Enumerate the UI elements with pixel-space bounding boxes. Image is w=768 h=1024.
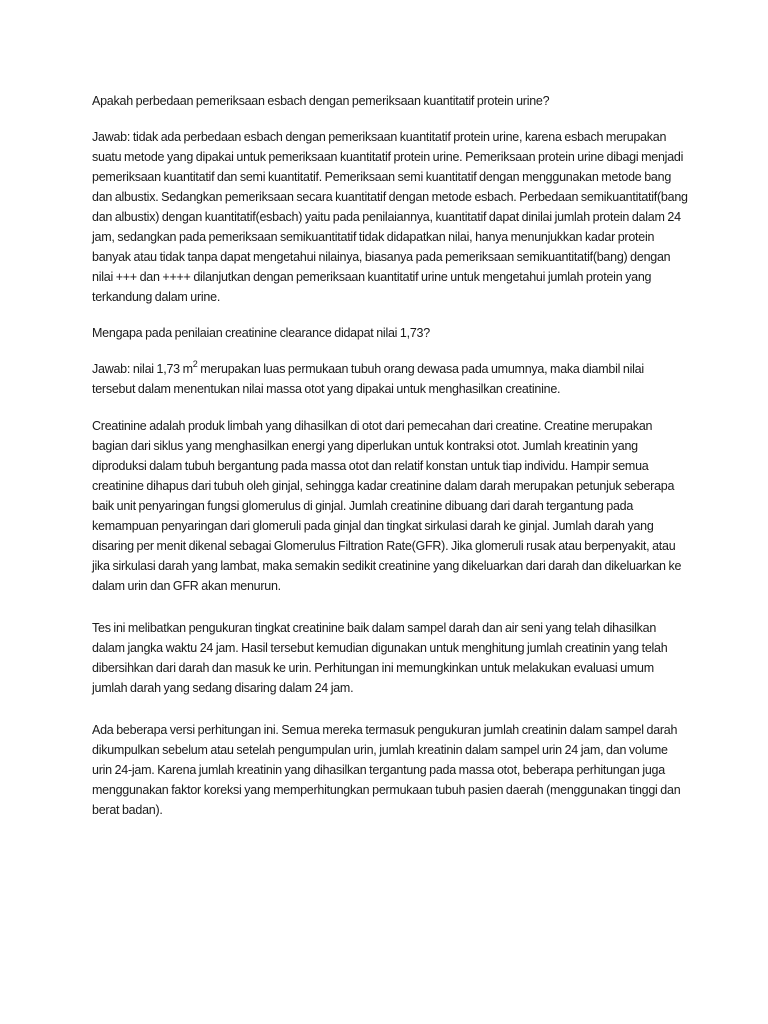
question-esbach: Apakah perbedaan pemeriksaan esbach dengan pemeriksaan kuantitatif protein urine? [92, 94, 550, 108]
answer-creatinine-clearance [92, 359, 688, 399]
paragraph-test-description: Tes ini melibatkan pengukuran tingkat creatinine baik dalam sampel darah dan air seni yang telah dihasilkan dalam jangka waktu 24 jam. Hasil tersebut kemudian digunakan untuk menghitung jumlah creatinin yang telah dibersihkan dari darah dan masuk ke urin. Perhitungan ini memungkinkan untuk melakukan evaluasi umum jumlah darah yang sedang disaring dalam 24 jam. [92, 621, 668, 695]
answer-part-before-superscript: Jawab: nilai 1,73 m [92, 362, 193, 376]
paragraph-creatinine-definition: Creatinine adalah produk limbah yang dihasilkan di otot dari pemecahan dari creatine. Creatine merupakan bagian dari siklus yang menghasilkan energi yang diperlukan untuk kontraksi otot. Jumlah kreatinin yang diproduksi dalam tubuh bergantung pada massa otot dan relatif konstan untuk tiap individu. Hampir semua creatinine dihapus dari tubuh oleh ginjal, sehingga kadar creatinine dalam darah merupakan petunjuk seberapa baik unit penyaringan fungsi glomerulus di ginjal. Jumlah creatinine dibuang dari darah tergantung pada kemampuan penyaringan dari glomeruli pada ginjal dan tingkat sirkulasi darah ke ginjal. Jumlah darah yang disaring per menit dikenal sebagai Glomerulus Filtration Rate(GFR). Jika glomeruli rusak atau berpenyakit, atau jika sirkulasi darah yang lambat, maka semakin sedikit creatinine yang dikeluarkan dari darah dan dikeluarkan ke dalam urin dan GFR akan menurun. [92, 419, 682, 593]
answer-esbach: Jawab: tidak ada perbedaan esbach dengan pemeriksaan kuantitatif protein urine, karena esbach merupakan suatu metode yang dipakai untuk pemeriksaan kuantitatif protein urine. Pemeriksaan protein urine dibagi menjadi pemeriksaan kuantitatif dan semi kuantitatif. Pemeriksaan semi kuantitatif dengan menggunakan metode bang dan albustix. Sedangkan pemeriksaan secara kuantitatif dengan metode esbach. Perbedaan semikuantitatif(bang dan albustix) dengan kuantitatif(esbach) yaitu pada penilaiannya, kuantitatif dapat dinilai jumlah protein dalam 24 jam, sedangkan pada pemeriksaan semikuantitatif tidak didapatkan nilai, hanya menunjukkan kadar protein banyak atau tidak tanpa dapat mengetahui nilainya, biasanya pada pemeriksaan semikuantitatif(bang) dengan nilai +++ dan ++++ dilanjutkan dengan pemeriksaan kuantitatif urine untuk mengetahui jumlah protein yang terkandung dalam urine. [92, 130, 688, 304]
paragraph-calculation-versions: Ada beberapa versi perhitungan ini. Semua mereka termasuk pengukuran jumlah creatinin dalam sampel darah dikumpulkan sebelum atau setelah pengumpulan urin, jumlah kreatinin dalam sampel urin 24 jam, dan volume urin 24-jam. Karena jumlah kreatinin yang dihasilkan tergantung pada massa otot, beberapa perhitungan juga menggunakan faktor koreksi yang memperhitungkan permukaan tubuh pasien daerah (menggunakan tinggi dan berat badan). [92, 723, 681, 817]
superscript-exponent: 2 [192, 358, 198, 369]
question-creatinine-clearance: Mengapa pada penilaian creatinine clearance didapat nilai 1,73? [92, 326, 430, 340]
answer-part-after-superscript: merupakan luas permukaan tubuh orang dewasa pada umumnya, maka diambil nilai tersebut dalam menentukan nilai massa otot yang dipakai untuk menghasilkan creatinine. [92, 362, 644, 396]
